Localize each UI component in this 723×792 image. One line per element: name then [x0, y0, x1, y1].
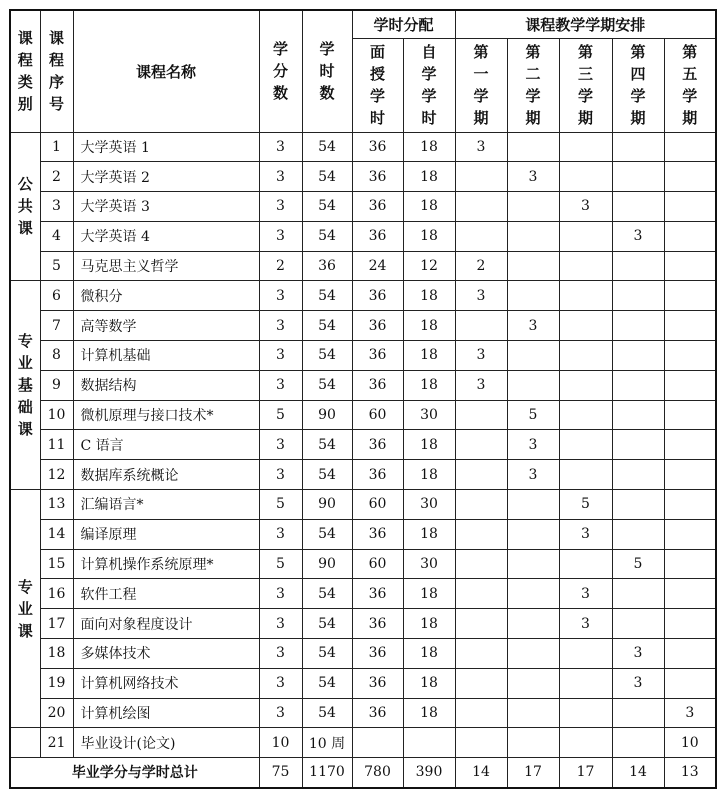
row-face: 36 — [352, 519, 403, 549]
row-credits: 3 — [259, 430, 302, 460]
totals-face: 780 — [352, 758, 403, 788]
row-sem1: 3 — [455, 370, 507, 400]
row-sem4: 3 — [612, 221, 664, 251]
row-sem3 — [559, 162, 612, 192]
row-sem2 — [507, 341, 559, 371]
table-row — [10, 549, 716, 579]
row-sem1 — [455, 490, 507, 520]
row-sem5 — [664, 668, 716, 698]
row-seq: 16 — [40, 579, 73, 609]
row-credits: 3 — [259, 132, 302, 162]
row-sem4 — [612, 728, 664, 758]
row-seq: 9 — [40, 370, 73, 400]
table-row — [10, 370, 716, 400]
row-face: 36 — [352, 132, 403, 162]
row-hours: 54 — [302, 519, 352, 549]
row-sem1 — [455, 162, 507, 192]
row-name: 汇编语言* — [73, 490, 259, 520]
header-sem2 — [507, 38, 559, 132]
row-name: 数据库系统概论 — [73, 460, 259, 490]
row-sem2 — [507, 579, 559, 609]
row-sem3 — [559, 549, 612, 579]
row-name: 编译原理 — [73, 519, 259, 549]
row-sem2 — [507, 192, 559, 222]
row-credits: 3 — [259, 311, 302, 341]
row-seq: 5 — [40, 251, 73, 281]
row-credits: 3 — [259, 639, 302, 669]
row-hours: 54 — [302, 460, 352, 490]
row-face: 36 — [352, 579, 403, 609]
header-sem1-text: 第一学期 — [473, 43, 489, 127]
row-self: 18 — [403, 370, 455, 400]
row-self: 18 — [403, 430, 455, 460]
row-hours: 54 — [302, 430, 352, 460]
header-self — [403, 38, 455, 132]
row-sem2 — [507, 132, 559, 162]
header-sem1 — [455, 38, 507, 132]
row-hours: 54 — [302, 281, 352, 311]
row-sem5 — [664, 430, 716, 460]
table-row — [10, 728, 716, 758]
row-face: 36 — [352, 341, 403, 371]
totals-hours: 1170 — [302, 758, 352, 788]
row-sem5 — [664, 341, 716, 371]
row-sem4 — [612, 460, 664, 490]
header-sem4 — [612, 38, 664, 132]
row-sem4 — [612, 192, 664, 222]
table-row — [10, 579, 716, 609]
totals-sem4: 14 — [612, 758, 664, 788]
row-sem4 — [612, 698, 664, 728]
row-hours: 54 — [302, 370, 352, 400]
row-sem3: 3 — [559, 192, 612, 222]
row-sem5 — [664, 609, 716, 639]
row-sem4 — [612, 281, 664, 311]
row-sem4 — [612, 311, 664, 341]
category-label: 公共课 — [17, 175, 33, 238]
header-sem4-text: 第四学期 — [630, 43, 646, 127]
row-sem1 — [455, 221, 507, 251]
row-seq: 8 — [40, 341, 73, 371]
row-sem4 — [612, 162, 664, 192]
row-sem1 — [455, 519, 507, 549]
row-face — [352, 728, 403, 758]
totals-sem2: 17 — [507, 758, 559, 788]
row-hours: 90 — [302, 400, 352, 430]
row-name: 微机原理与接口技术* — [73, 400, 259, 430]
row-sem1: 2 — [455, 251, 507, 281]
row-self: 18 — [403, 579, 455, 609]
row-name: 计算机操作系统原理* — [73, 549, 259, 579]
header-sem5 — [664, 38, 716, 132]
row-seq: 13 — [40, 490, 73, 520]
row-credits: 3 — [259, 460, 302, 490]
row-self: 18 — [403, 639, 455, 669]
row-name: 高等数学 — [73, 311, 259, 341]
row-sem5: 3 — [664, 698, 716, 728]
row-sem3 — [559, 668, 612, 698]
row-name: 马克思主义哲学 — [73, 251, 259, 281]
row-self: 12 — [403, 251, 455, 281]
row-credits: 3 — [259, 698, 302, 728]
row-sem3 — [559, 251, 612, 281]
header-schedule: 课程教学学期安排 — [455, 10, 716, 38]
row-sem5 — [664, 221, 716, 251]
row-sem1 — [455, 430, 507, 460]
row-sem4 — [612, 251, 664, 281]
row-hours: 54 — [302, 162, 352, 192]
table-row — [10, 192, 716, 222]
row-face: 36 — [352, 311, 403, 341]
row-sem4 — [612, 609, 664, 639]
category-basic — [10, 281, 40, 490]
table-row — [10, 639, 716, 669]
table-row — [10, 162, 716, 192]
row-sem2: 3 — [507, 311, 559, 341]
row-face: 36 — [352, 698, 403, 728]
row-sem1 — [455, 698, 507, 728]
table-row — [10, 609, 716, 639]
row-sem2 — [507, 549, 559, 579]
row-credits: 5 — [259, 490, 302, 520]
row-credits: 3 — [259, 341, 302, 371]
header-hours-distribution: 学时分配 — [352, 10, 455, 38]
row-seq: 7 — [40, 311, 73, 341]
row-sem3 — [559, 341, 612, 371]
row-sem4: 5 — [612, 549, 664, 579]
row-credits: 3 — [259, 370, 302, 400]
header-seq — [40, 10, 73, 132]
row-face: 36 — [352, 281, 403, 311]
table-row — [10, 490, 716, 520]
header-sem5-text: 第五学期 — [682, 43, 698, 127]
row-sem4: 3 — [612, 639, 664, 669]
row-sem3 — [559, 460, 612, 490]
row-sem2: 3 — [507, 460, 559, 490]
row-sem2 — [507, 281, 559, 311]
row-credits: 5 — [259, 400, 302, 430]
row-sem1 — [455, 579, 507, 609]
header-hours-text: 学时数 — [319, 40, 335, 103]
totals-self: 390 — [403, 758, 455, 788]
table-row — [10, 460, 716, 490]
row-sem2 — [507, 370, 559, 400]
row-credits: 3 — [259, 221, 302, 251]
row-sem5: 10 — [664, 728, 716, 758]
row-sem5 — [664, 132, 716, 162]
row-face: 60 — [352, 490, 403, 520]
row-sem2 — [507, 609, 559, 639]
row-credits: 10 — [259, 728, 302, 758]
row-sem2: 5 — [507, 400, 559, 430]
row-sem2 — [507, 698, 559, 728]
row-sem1 — [455, 728, 507, 758]
row-hours: 54 — [302, 221, 352, 251]
header-name: 课程名称 — [73, 10, 259, 132]
table-row — [10, 698, 716, 728]
row-name: 大学英语 1 — [73, 132, 259, 162]
row-seq: 6 — [40, 281, 73, 311]
row-self: 18 — [403, 281, 455, 311]
row-name: 大学英语 3 — [73, 192, 259, 222]
row-sem3 — [559, 311, 612, 341]
row-name: 计算机网络技术 — [73, 668, 259, 698]
row-sem4 — [612, 519, 664, 549]
category-label: 专业基础课 — [17, 332, 33, 439]
row-sem1 — [455, 639, 507, 669]
row-sem4 — [612, 132, 664, 162]
row-sem1 — [455, 609, 507, 639]
row-sem2 — [507, 490, 559, 520]
row-self: 18 — [403, 341, 455, 371]
row-self: 18 — [403, 132, 455, 162]
row-credits: 3 — [259, 162, 302, 192]
row-sem3: 3 — [559, 519, 612, 549]
table-row — [10, 132, 716, 162]
row-hours: 54 — [302, 132, 352, 162]
table-row — [10, 668, 716, 698]
row-sem1 — [455, 400, 507, 430]
table-row — [10, 400, 716, 430]
row-credits: 3 — [259, 668, 302, 698]
row-name: 数据结构 — [73, 370, 259, 400]
row-sem5 — [664, 549, 716, 579]
category-empty — [10, 728, 40, 758]
row-sem3 — [559, 221, 612, 251]
row-sem3 — [559, 698, 612, 728]
row-self: 18 — [403, 192, 455, 222]
row-hours: 90 — [302, 490, 352, 520]
row-seq: 11 — [40, 430, 73, 460]
row-sem1 — [455, 192, 507, 222]
row-sem2 — [507, 668, 559, 698]
row-sem5 — [664, 370, 716, 400]
row-credits: 3 — [259, 192, 302, 222]
row-self: 30 — [403, 549, 455, 579]
row-sem4 — [612, 341, 664, 371]
row-credits: 3 — [259, 519, 302, 549]
row-face: 36 — [352, 609, 403, 639]
row-sem3 — [559, 132, 612, 162]
row-name: 多媒体技术 — [73, 639, 259, 669]
row-seq: 2 — [40, 162, 73, 192]
row-face: 36 — [352, 162, 403, 192]
table-row — [10, 281, 716, 311]
row-self — [403, 728, 455, 758]
row-face: 36 — [352, 430, 403, 460]
row-face: 36 — [352, 370, 403, 400]
row-sem2 — [507, 221, 559, 251]
course-schedule-table — [9, 9, 717, 789]
row-sem5 — [664, 311, 716, 341]
row-name: 面向对象程度设计 — [73, 609, 259, 639]
row-seq: 17 — [40, 609, 73, 639]
row-sem4: 3 — [612, 668, 664, 698]
header-credits-text: 学分数 — [273, 40, 289, 103]
row-seq: 19 — [40, 668, 73, 698]
row-name: 软件工程 — [73, 579, 259, 609]
table-row — [10, 251, 716, 281]
row-sem1 — [455, 311, 507, 341]
row-sem2 — [507, 251, 559, 281]
row-name: C 语言 — [73, 430, 259, 460]
row-sem5 — [664, 519, 716, 549]
header-category-text: 课程类别 — [17, 29, 33, 114]
totals-sem5: 13 — [664, 758, 716, 788]
table-row — [10, 519, 716, 549]
table-row — [10, 430, 716, 460]
row-face: 36 — [352, 221, 403, 251]
row-sem5 — [664, 400, 716, 430]
row-sem4 — [612, 370, 664, 400]
row-sem5 — [664, 490, 716, 520]
row-credits: 5 — [259, 549, 302, 579]
header-category — [10, 10, 40, 132]
row-hours: 90 — [302, 549, 352, 579]
row-seq: 21 — [40, 728, 73, 758]
header-credits — [259, 10, 302, 132]
row-sem3 — [559, 639, 612, 669]
header-face-text: 面授学时 — [370, 43, 386, 127]
row-face: 60 — [352, 400, 403, 430]
row-sem4 — [612, 400, 664, 430]
row-hours: 54 — [302, 341, 352, 371]
row-sem3: 3 — [559, 609, 612, 639]
row-hours: 54 — [302, 639, 352, 669]
row-credits: 3 — [259, 281, 302, 311]
row-sem5 — [664, 162, 716, 192]
row-face: 36 — [352, 668, 403, 698]
row-credits: 3 — [259, 579, 302, 609]
row-sem3: 5 — [559, 490, 612, 520]
row-sem5 — [664, 192, 716, 222]
row-sem5 — [664, 281, 716, 311]
row-seq: 18 — [40, 639, 73, 669]
header-self-text: 自学学时 — [421, 43, 437, 127]
header-seq-text: 课程序号 — [49, 29, 65, 114]
row-self: 18 — [403, 311, 455, 341]
header-hours — [302, 10, 352, 132]
table-row — [10, 221, 716, 251]
row-seq: 14 — [40, 519, 73, 549]
row-face: 36 — [352, 639, 403, 669]
row-seq: 20 — [40, 698, 73, 728]
row-sem3 — [559, 728, 612, 758]
row-sem2 — [507, 519, 559, 549]
row-sem5 — [664, 460, 716, 490]
row-sem4 — [612, 430, 664, 460]
row-name: 大学英语 2 — [73, 162, 259, 192]
row-sem3 — [559, 370, 612, 400]
header-face — [352, 38, 403, 132]
header-sem3-text: 第三学期 — [578, 43, 594, 127]
row-self: 18 — [403, 698, 455, 728]
row-sem1: 3 — [455, 281, 507, 311]
row-hours: 54 — [302, 192, 352, 222]
row-hours: 54 — [302, 698, 352, 728]
row-name: 大学英语 4 — [73, 221, 259, 251]
table-row — [10, 341, 716, 371]
row-self: 18 — [403, 162, 455, 192]
row-sem1: 3 — [455, 132, 507, 162]
row-face: 36 — [352, 460, 403, 490]
row-sem2 — [507, 639, 559, 669]
totals-sem3: 17 — [559, 758, 612, 788]
totals-label: 毕业学分与学时总计 — [10, 758, 259, 788]
row-hours: 54 — [302, 609, 352, 639]
row-sem4 — [612, 579, 664, 609]
row-self: 18 — [403, 221, 455, 251]
row-sem5 — [664, 579, 716, 609]
row-self: 18 — [403, 519, 455, 549]
row-sem2: 3 — [507, 162, 559, 192]
course-rows — [10, 132, 716, 758]
category-label: 专业课 — [17, 577, 33, 640]
row-sem4 — [612, 490, 664, 520]
row-seq: 10 — [40, 400, 73, 430]
row-seq: 3 — [40, 192, 73, 222]
row-sem2 — [507, 728, 559, 758]
row-credits: 3 — [259, 609, 302, 639]
row-sem1 — [455, 549, 507, 579]
row-sem3 — [559, 281, 612, 311]
row-seq: 12 — [40, 460, 73, 490]
row-hours: 54 — [302, 311, 352, 341]
row-self: 18 — [403, 609, 455, 639]
row-hours: 54 — [302, 668, 352, 698]
category-major — [10, 490, 40, 728]
row-self: 18 — [403, 668, 455, 698]
category-public — [10, 132, 40, 281]
row-sem1 — [455, 668, 507, 698]
header-sem3 — [559, 38, 612, 132]
row-sem2: 3 — [507, 430, 559, 460]
row-seq: 15 — [40, 549, 73, 579]
row-self: 18 — [403, 460, 455, 490]
row-hours: 36 — [302, 251, 352, 281]
row-hours: 54 — [302, 579, 352, 609]
table-row — [10, 311, 716, 341]
header-sem2-text: 第二学期 — [525, 43, 541, 127]
row-seq: 4 — [40, 221, 73, 251]
row-sem5 — [664, 251, 716, 281]
row-name: 计算机绘图 — [73, 698, 259, 728]
row-sem3: 3 — [559, 579, 612, 609]
row-hours: 10 周 — [302, 728, 352, 758]
totals-sem1: 14 — [455, 758, 507, 788]
row-sem5 — [664, 639, 716, 669]
row-face: 36 — [352, 192, 403, 222]
row-sem1: 3 — [455, 341, 507, 371]
row-face: 60 — [352, 549, 403, 579]
row-name: 毕业设计(论文) — [73, 728, 259, 758]
row-sem1 — [455, 460, 507, 490]
totals-row — [10, 758, 716, 788]
row-face: 24 — [352, 251, 403, 281]
row-self: 30 — [403, 400, 455, 430]
row-self: 30 — [403, 490, 455, 520]
row-name: 计算机基础 — [73, 341, 259, 371]
row-seq: 1 — [40, 132, 73, 162]
totals-credits: 75 — [259, 758, 302, 788]
row-credits: 2 — [259, 251, 302, 281]
row-sem3 — [559, 400, 612, 430]
row-sem3 — [559, 430, 612, 460]
row-name: 微积分 — [73, 281, 259, 311]
